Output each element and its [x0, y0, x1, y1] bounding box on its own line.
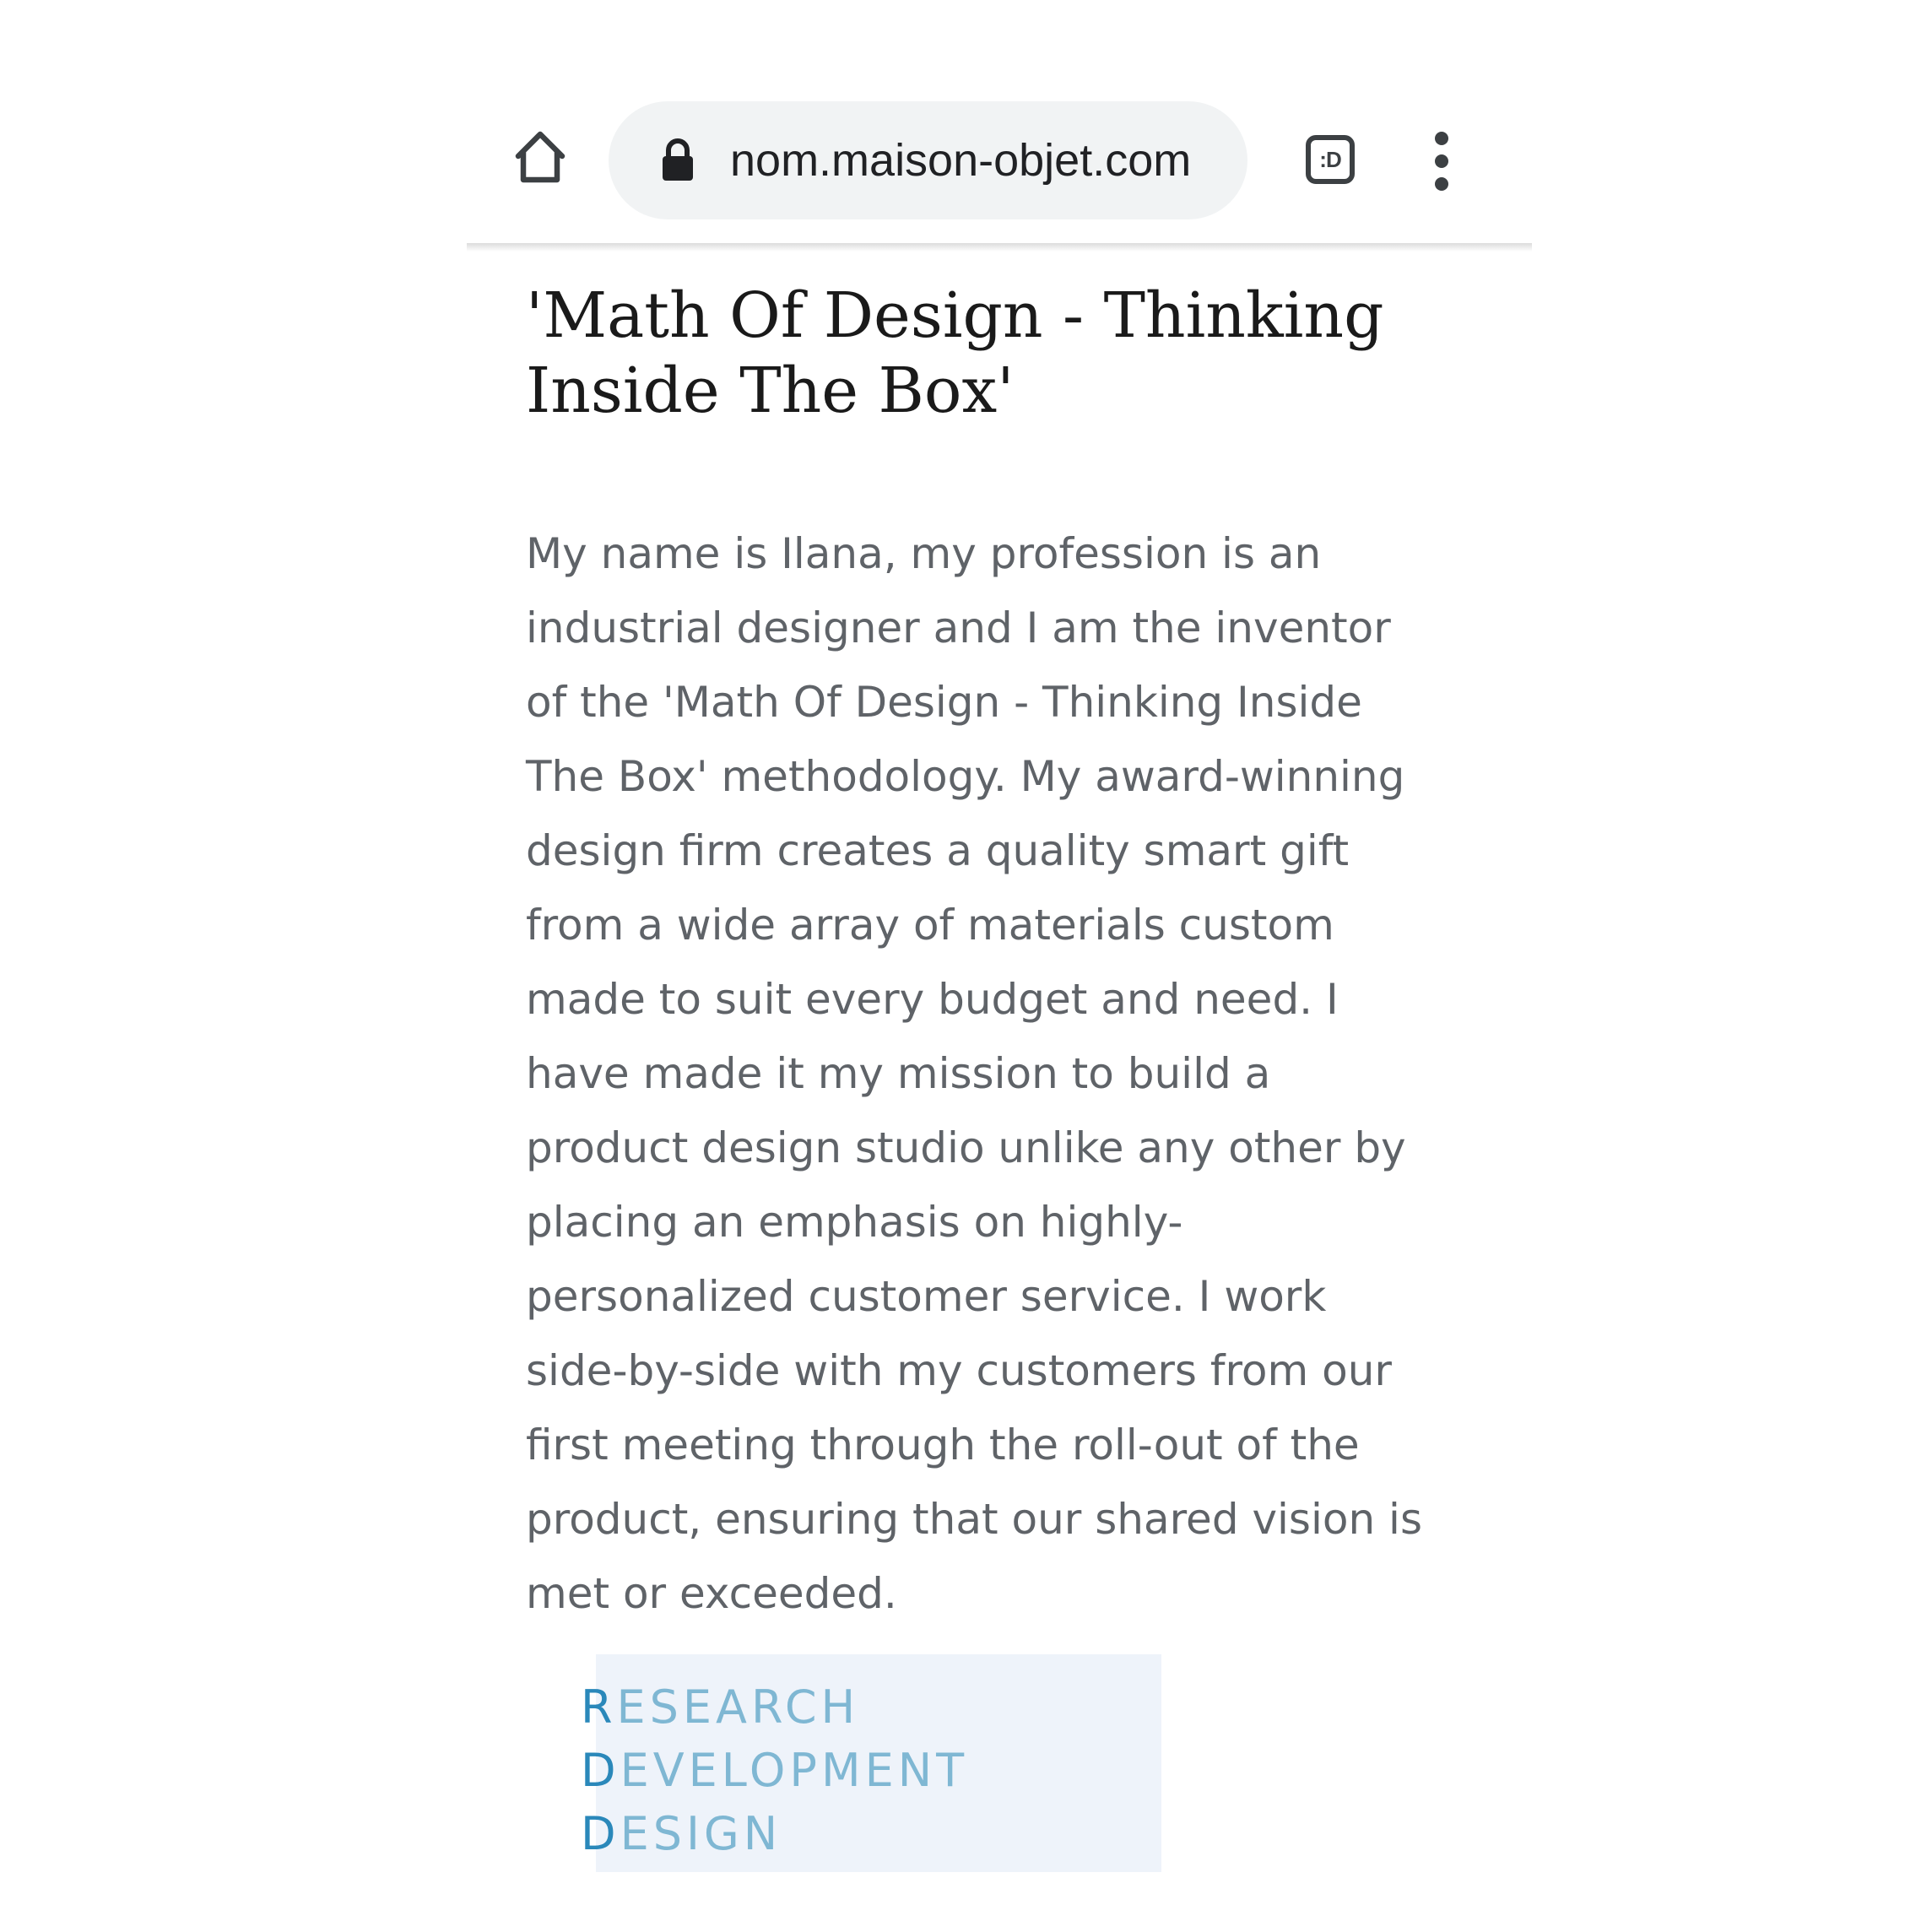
company-logo [581, 1675, 968, 1865]
tab-switcher-icon [1306, 135, 1355, 184]
lock-icon[interactable] [661, 138, 695, 182]
url-text: nom.maison-objet.com [730, 135, 1192, 186]
article-title: 'Math Of Design - Thinking Inside The Box' [526, 279, 1384, 427]
logo-line-development: DEVELOPMENT [581, 1744, 969, 1797]
article-body: My name is Ilana, my profession is an industrial designer and I am the inventor of the 'Math Of Design - Thinking Inside The Box' methodology. My award-winning design firm creates a quality smart gift from a wide array of materials custom made to suit every budget and need. I have made it my mission to build a product design studio unlike any other by placing an emphasis on highly-personalized customer service. I work side-by-side with my customers from our first meeting through the roll-out of the product, ensuring that our shared vision is met or exceeded. [526, 529, 1422, 1618]
toolbar-divider [467, 243, 1532, 252]
logo-line-research: RESEARCH [581, 1680, 860, 1734]
logo-line-design: DESIGN [581, 1807, 782, 1860]
tab-switcher-button[interactable] [1302, 132, 1358, 187]
browser-toolbar [467, 0, 1532, 243]
tab-switcher-label: :D [1319, 146, 1341, 172]
more-vert-icon [1435, 132, 1448, 145]
more-menu-button[interactable] [1429, 132, 1454, 191]
home-button[interactable] [509, 127, 571, 189]
browser-viewport [467, 0, 1532, 1932]
address-bar[interactable] [609, 101, 1247, 219]
home-icon [511, 127, 569, 189]
